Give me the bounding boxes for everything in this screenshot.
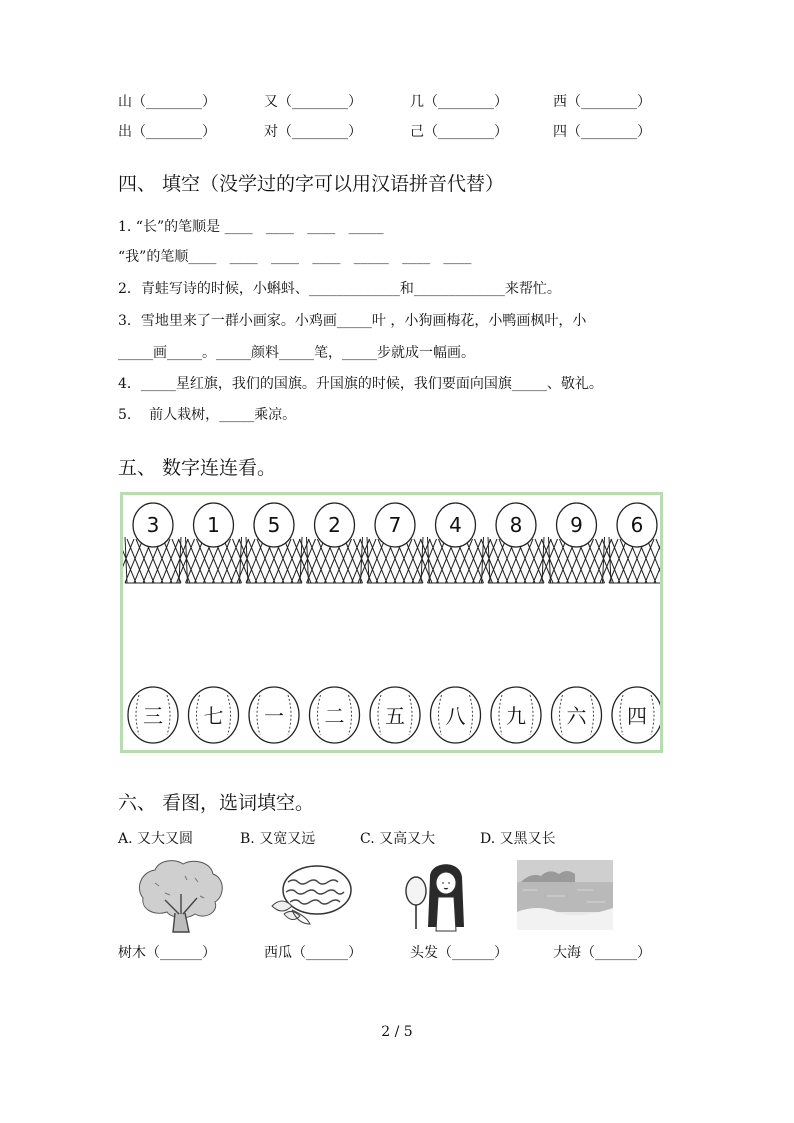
tree-picture: [135, 858, 225, 933]
sea-picture: [517, 860, 613, 930]
char-chu-blank[interactable]: 出（________）: [118, 124, 216, 140]
section6-heading: 六、 看图，选词填空。: [118, 792, 315, 814]
fill-line-3b[interactable]: _____画_____。_____颜料_____笔，_____步就成一幅画。: [118, 345, 475, 361]
chinese-numeral-label: 四: [627, 704, 647, 728]
fill-line-1b[interactable]: “我”的笔顺____ ____ ____ ____ _____ ____ ____: [118, 249, 472, 265]
blank-sea[interactable]: 大海（______）: [553, 945, 651, 961]
number-matching-frame[interactable]: [120, 492, 663, 753]
watermelon-picture: [262, 862, 357, 932]
fill-line-3[interactable]: 3．雪地里来了一群小画家。小鸡画_____叶 ，小狗画梅花，小鸭画枫叶，小: [118, 313, 587, 329]
number-matching-diagram[interactable]: [123, 495, 660, 750]
number-label: 4: [449, 513, 462, 537]
char-dui-blank[interactable]: 对（________）: [264, 124, 362, 140]
option-c: C. 又高又大: [360, 831, 436, 847]
char-ji2-blank[interactable]: 己（________）: [410, 124, 508, 140]
char-shan-blank[interactable]: 山（________）: [118, 94, 216, 110]
blank-watermelon[interactable]: 西瓜（______）: [264, 945, 362, 961]
chinese-numeral-label: 五: [385, 704, 405, 728]
fill-line-4[interactable]: 4．_____星红旗，我们的国旗。升国旗的时候，我们要面向国旗_____、敬礼。: [118, 376, 603, 392]
chinese-numeral-label: 二: [324, 704, 345, 728]
girl-with-long-hair-picture: [400, 857, 480, 937]
fill-line-5[interactable]: 5. 前人栽树，_____乘凉。: [118, 407, 297, 423]
chinese-numeral-label: 八: [445, 704, 466, 728]
option-d: D. 又黑又长: [480, 831, 556, 847]
chinese-numeral-label: 九: [506, 704, 526, 728]
blank-tree[interactable]: 树木（______）: [118, 945, 216, 961]
chinese-numeral-label: 一: [264, 704, 284, 728]
number-label: 7: [388, 513, 402, 537]
option-b: B. 又宽又远: [240, 831, 316, 847]
number-label: 3: [146, 513, 160, 537]
blank-hair[interactable]: 头发（______）: [410, 945, 508, 961]
number-label: 5: [267, 513, 281, 537]
char-you-blank[interactable]: 又（________）: [264, 94, 362, 110]
option-a: A. 又大又圆: [118, 831, 194, 847]
chinese-numeral-label: 七: [203, 704, 224, 728]
chinese-numeral-label: 三: [143, 704, 163, 728]
char-xi-blank[interactable]: 西（________）: [553, 94, 651, 110]
fill-line-1[interactable]: 1. “长”的笔顺是 ____ ____ ____ _____: [118, 219, 384, 235]
number-label: 1: [207, 513, 220, 537]
chinese-numeral-label: 六: [566, 704, 587, 728]
fill-line-2[interactable]: 2．青蛙写诗的时候，小蝌蚪、_____________和_____________来帮忙。: [118, 281, 561, 297]
section4-heading: 四、 填空（没学过的字可以用汉语拼音代替）: [118, 173, 505, 195]
number-label: 2: [328, 513, 341, 537]
number-label: 9: [570, 513, 583, 537]
number-label: 8: [509, 513, 523, 537]
char-si-blank[interactable]: 四（________）: [553, 124, 651, 140]
number-label: 6: [630, 513, 644, 537]
char-ji-blank[interactable]: 几（________）: [410, 94, 508, 110]
section5-heading: 五、 数字连连看。: [118, 457, 277, 479]
page-number: 2 / 5: [381, 1024, 413, 1040]
